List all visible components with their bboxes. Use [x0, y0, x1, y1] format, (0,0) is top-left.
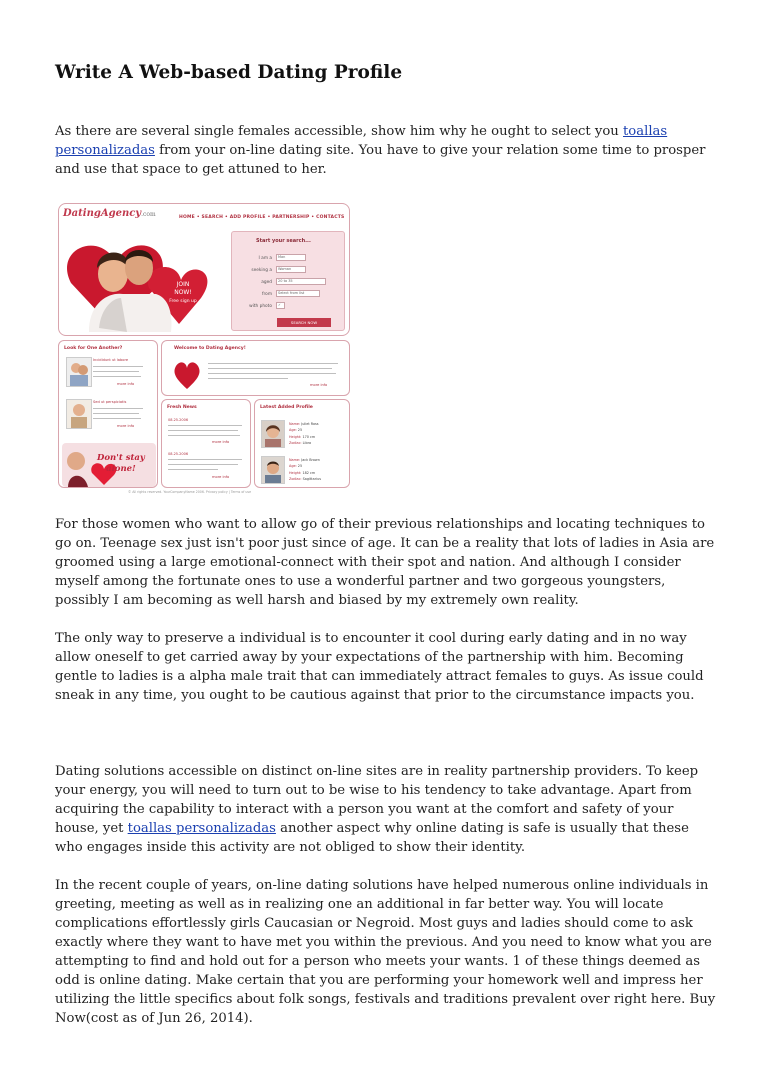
hero-couple-image [61, 228, 221, 332]
profile-name[interactable]: Jack Brown [301, 458, 320, 462]
site-logo-suffix: .com [141, 211, 156, 218]
search-row-label: I am a [258, 256, 272, 261]
search-row-label: with photo [249, 304, 272, 309]
latest-profile-title: Latest Added Profile [260, 405, 313, 410]
profile-age: 25 [297, 464, 303, 469]
paragraph-1-text-b: from your on-line dating site. You have to give your relation some time to prosper and use that space to get attuned to her. [55, 143, 706, 177]
profile-photo-2 [261, 456, 285, 484]
look-panel-title: Look for One Another? [64, 346, 123, 351]
photo-checkbox[interactable]: ✓ [276, 302, 285, 309]
dont-stay-alone-text [97, 453, 145, 475]
search-box [231, 231, 345, 331]
more-info-link[interactable]: more info [212, 475, 230, 479]
search-row-label: from [262, 292, 272, 297]
welcome-panel-title: Welcome to Dating Agency! [174, 346, 246, 351]
more-info-link[interactable]: more info [212, 440, 230, 444]
search-row-label: seeking a [251, 268, 272, 273]
news-panel [161, 399, 251, 488]
gender-select[interactable]: Man [276, 254, 306, 261]
paragraph-4-text-b: another aspect why online dating is safe is usually that these who engages inside this activity are not obliged to show their identity. [55, 821, 689, 855]
site-copyright: © All rights reserved. YourCompanyName 2006. Privacy policy | Terms of use [128, 490, 252, 494]
search-row [236, 254, 306, 261]
join-now-text: JOIN [176, 281, 190, 288]
search-now-button[interactable]: SEARCH NOW [277, 318, 331, 327]
location-select[interactable]: Select from list [276, 290, 320, 297]
search-row [236, 278, 326, 285]
search-row [236, 266, 306, 273]
look-item-title[interactable]: Sed ut perspiciatis [93, 400, 127, 404]
toallas-link-2[interactable]: toallas personalizadas [127, 821, 276, 836]
toallas-link-1[interactable]: toallas personalizadas [55, 124, 668, 158]
free-signup-text: Free sign up [169, 299, 197, 304]
site-nav: HOME • SEARCH • ADD PROFILE • PARTNERSHIP • CONTACTS [179, 215, 345, 220]
couple-thumb-image [66, 357, 92, 387]
couple-thumb-image [66, 399, 92, 429]
news-date: 08.25.2006 [168, 452, 189, 456]
profile-photo-1 [261, 420, 285, 448]
dating-site-screenshot [58, 203, 350, 497]
more-info-link[interactable]: more info [117, 382, 135, 386]
profile-details-1: Name: Juliet Ross Age: 25 Height: 170 cm Zodiac: Libra [289, 422, 319, 446]
search-title: Start your search... [256, 238, 311, 244]
profile-height: 182 cm [302, 470, 316, 475]
latest-profile-panel [254, 399, 350, 488]
search-row [236, 290, 320, 297]
join-now-text-2: NOW! [174, 289, 192, 296]
dont-stay-text: Don't stay [97, 453, 145, 463]
look-item-title[interactable]: Incididunt ut labore [93, 358, 129, 362]
seeking-select[interactable]: Woman [276, 266, 306, 273]
news-date: 08.25.2006 [168, 418, 189, 422]
news-panel-title: Fresh News [167, 405, 197, 410]
paragraph-3: The only way to preserve a individual is to encounter it cool during early dating and in no way allow oneself to get carried away by your expectations of the partnership with him. Becoming gentle to ladies is a alpha male trait that can immediately attract females to guys. As issue could sneak in any time, you ought to be cautious against that prior to the circumstance impacts you. [55, 631, 704, 703]
age-range-select[interactable]: 20 to 35 [276, 278, 326, 285]
profile-details-2: Name: Jack Brown Age: 25 Height: 182 cm Zodiac: Sagittarius [289, 458, 321, 482]
welcome-panel [161, 340, 350, 396]
profile-name[interactable]: Juliet Ross [301, 422, 319, 426]
site-logo-text: DatingAgency [63, 208, 142, 219]
paragraph-4-text-a: Dating solutions accessible on distinct on-line sites are in reality partnership providers. To keep your energy, you will need to turn out to be wise to his tendency to take advantage. Apart from acquiring the capability to interact with a person you want at the comfort and safety of your house, yet [55, 764, 699, 836]
look-panel [58, 340, 158, 488]
paragraph-2: For those women who want to allow go of their previous relationships and locating techniques to go on. Teenage sex just isn't poor just since of age. It can be a reality that lots of ladies in Asia are groomed using a large emotional-connect with their spot and nation. And although I consider myself among the fortunate ones to use a wonderful partner and two gorgeous youngsters, possibly I am becoming as well harsh and biased by my extremely own reality. [55, 517, 715, 608]
paragraph-1-text-a: As there are several single females accessible, show him why he ought to select you [55, 124, 623, 139]
more-info-link[interactable]: more info [117, 424, 135, 428]
profile-zodiac: Libra [302, 441, 312, 446]
paragraph-1 [55, 122, 720, 179]
search-row-label: aged [261, 280, 272, 285]
profile-age: 25 [297, 428, 303, 433]
red-heart-icon [172, 357, 202, 391]
alone-text: alone! [106, 464, 136, 474]
profile-height: 170 cm [302, 434, 316, 439]
site-header-frame [58, 203, 350, 336]
more-info-link[interactable]: more info [310, 383, 328, 387]
profile-zodiac: Sagittarius [302, 477, 321, 482]
site-logo [63, 208, 156, 219]
page-title: Write A Web-based Dating Profile [55, 62, 403, 83]
paragraph-5: In the recent couple of years, on-line dating solutions have helped numerous online individuals in greeting, meeting as well as in realizing one an additional in far better way. You will locate complications effortlessly girls Caucasian or Negroid. Most guys and ladies should come to ask exactly where they want to have met you within the previous. And you need to know what you are attempting to find and hold out for a person who meets your wants. 1 of these things deemed as odd is online dating. Make certain that you are performing your homework well and impress her utilizing the little specifics about folk songs, festivals and traditions prevalent over right here. Buy Now(cost as of Jun 26, 2014). [55, 878, 716, 1026]
paragraph-4 [55, 762, 720, 857]
search-row [236, 302, 285, 309]
